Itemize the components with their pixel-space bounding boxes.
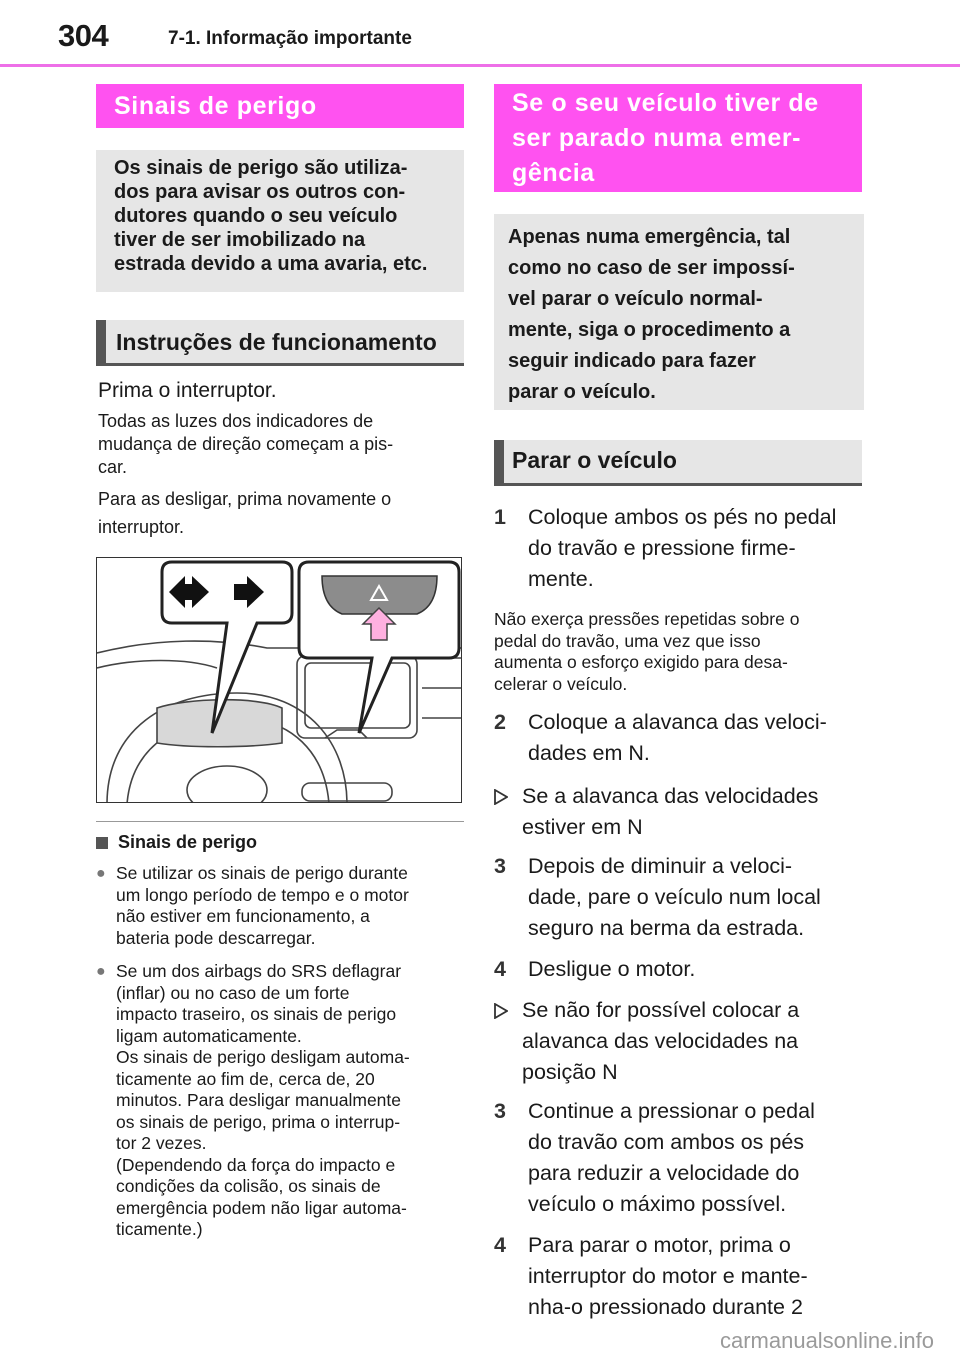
step-1: [494, 502, 864, 595]
step-number: 2: [494, 710, 506, 734]
step-text: Desligue o motor.: [528, 957, 696, 981]
square-bullet-icon: [96, 837, 108, 849]
step-text: Coloque a alavanca das veloci- dades em N.: [528, 710, 827, 765]
paragraph-turn-off: Para as desligar, prima novamente o interruptor.: [98, 489, 392, 537]
stop-vehicle-heading: Parar o veículo: [494, 440, 862, 486]
section-header: 7-1. Informação importante: [168, 28, 412, 49]
triangle-bullet-icon: [494, 995, 522, 1088]
step-1-note: Não exerça pressões repetidas sobre o pedal do travão, uma vez que isso aumenta o esforço exigido para desa- celerar o veículo.: [494, 609, 800, 694]
step-number: 1: [494, 505, 506, 529]
left-column: [96, 84, 464, 1241]
step-4a: [494, 954, 864, 985]
step-text: Para parar o motor, prima o interruptor do motor e mante- nha-o pressionado durante 2: [528, 1233, 808, 1319]
emergency-title: Se o seu veículo tiver de ser parado numa emer- gência: [494, 84, 862, 192]
operation-heading: Instruções de funcionamento: [96, 320, 464, 366]
page-number: 304: [58, 18, 109, 53]
step-4b: [494, 1230, 864, 1323]
note-bullet-text: Se utilizar os sinais de perigo durante um longo período de tempo e o motor não estiver em funcionamento, a bateria pode descarregar.: [116, 863, 409, 948]
note-bullet-1: [96, 863, 464, 949]
note-bullet-text: Se um dos airbags do SRS deflagrar (inflar) ou no caso de um forte impacto traseiro, os sinais de perigo ligam automaticamente. Os sinais de perigo desligam automa- ticamente ao fim de, cerca de, 20 minutos. Para desligar manualmente os sinais de perigo, prima o interrup- tor 2 vezes. (Dependendo da força do impacto e condições da colisão, os sinais de emergência podem não ligar automa- ticamente.): [116, 961, 410, 1239]
notes-heading-label: Sinais de perigo: [118, 832, 258, 852]
step-text: Continue a pressionar o pedal do travão com ambos os pés para reduzir a velocidade do veículo o máximo possível.: [528, 1099, 815, 1216]
header-rule: [0, 64, 960, 67]
step-number: 3: [494, 854, 506, 878]
step-3b: [494, 1096, 864, 1220]
hazard-intro-box: Os sinais de perigo são utiliza- dos para avisar os outros con- dutores quando o seu veículo tiver de ser imobilizado na estrada devido a uma avaria, etc.: [96, 150, 464, 292]
step-3a: [494, 851, 864, 944]
condition-text: Se não for possível colocar a alavanca das velocidades na posição N: [522, 998, 800, 1084]
dashboard-drawing: [97, 558, 462, 803]
condition-neutral: [494, 781, 864, 843]
condition-text: Se a alavanca das velocidades estiver em N: [522, 784, 819, 839]
instruction-text: Prima o interruptor.: [98, 379, 277, 402]
step-text: Coloque ambos os pés no pedal do travão e pressione firme- mente.: [528, 505, 837, 591]
step-number: 4: [494, 957, 506, 981]
dot-bullet-icon: ●: [96, 963, 106, 980]
step-2: [494, 707, 864, 769]
emergency-intro-box: Apenas numa emergência, tal como no caso de ser impossí- vel parar o veículo normal- mente, siga o procedimento a seguir indicado para fazer parar o veículo.: [494, 214, 864, 410]
step-text: Depois de diminuir a veloci- dade, pare o veículo num local seguro na berma da estrada.: [528, 854, 821, 940]
watermark: carmanualsonline.info: [719, 1328, 934, 1353]
hazard-title: Sinais de perigo: [96, 84, 464, 128]
step-number: 4: [494, 1233, 506, 1257]
notes-heading: [96, 832, 464, 853]
paragraph-turn-signals: Todas as luzes dos indicadores de mudança de direção começam a pis- car.: [98, 411, 394, 477]
dashboard-illustration: [96, 557, 462, 803]
condition-not-neutral: [494, 995, 864, 1088]
right-column: [494, 84, 864, 1323]
note-bullet-2: [96, 961, 464, 1241]
step-number: 3: [494, 1099, 506, 1123]
dot-bullet-icon: ●: [96, 865, 106, 882]
triangle-bullet-icon: [494, 781, 522, 843]
